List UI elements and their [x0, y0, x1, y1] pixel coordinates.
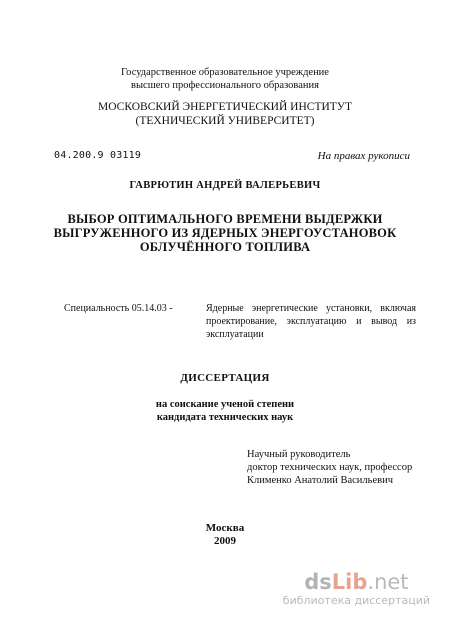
supervisor-line: Научный руководитель: [247, 449, 351, 460]
watermark-logo-ds: ds: [304, 570, 332, 594]
watermark-subtitle: библиотека диссертаций: [282, 594, 430, 607]
degree-line: кандидата технических наук: [156, 412, 294, 423]
watermark-logo-net: .net: [367, 570, 409, 594]
year: 2009: [214, 535, 236, 547]
university-line: (ТЕХНИЧЕСКИЙ УНИВЕРСИТЕТ): [135, 115, 315, 127]
title-line: ВЫГРУЖЕННОГО ИЗ ЯДЕРНЫХ ЭНЕРГОУСТАНОВОК: [53, 226, 397, 240]
degree-line: на соискание ученой степени: [155, 399, 295, 410]
title-line: ОБЛУЧЁННОГО ТОПЛИВА: [139, 240, 311, 254]
dissertation-title: [0, 212, 450, 254]
watermark: [283, 570, 430, 608]
watermark-logo: [283, 570, 430, 594]
institution-line: Государственное образовательное учреждение: [121, 67, 329, 78]
university-block: [0, 100, 450, 128]
supervisor-line: Клименко Анатолий Васильевич: [247, 475, 393, 486]
city-year-block: [0, 522, 450, 548]
specialty-label: Специальность 05.14.03 -: [64, 303, 173, 314]
watermark-logo-lib: Lib: [331, 570, 368, 594]
document-type: ДИССЕРТАЦИЯ: [180, 372, 270, 384]
institution-line: высшего профессионального образования: [131, 80, 319, 91]
supervisor-line: доктор технических наук, профессор: [247, 462, 413, 473]
institution-block: [0, 66, 450, 92]
author-name: ГАВРЮТИН АНДРЕЙ ВАЛЕРЬЕВИЧ: [129, 180, 321, 191]
specialty-text: Ядерные энергетические установки, включая проектирование, эксплуатацию и вывод из эксплуатации: [206, 303, 416, 340]
manuscript-note: На правах рукописи: [317, 150, 410, 162]
university-line: МОСКОВСКИЙ ЭНЕРГЕТИЧЕСКИЙ ИНСТИТУТ: [98, 101, 352, 113]
registration-number: 04.200.9 03119: [54, 150, 142, 161]
city: Москва: [205, 522, 245, 534]
title-line: ВЫБОР ОПТИМАЛЬНОГО ВРЕМЕНИ ВЫДЕРЖКИ: [67, 212, 383, 226]
supervisor-block: [247, 448, 412, 487]
degree-block: [0, 398, 450, 424]
